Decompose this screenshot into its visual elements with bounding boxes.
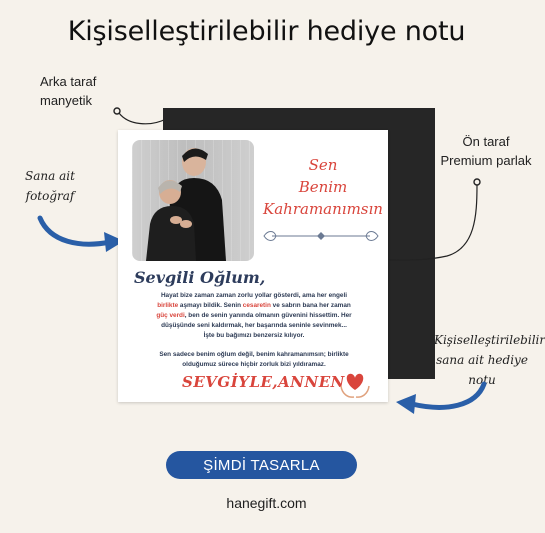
- callout-back-side-connector: [110, 105, 170, 130]
- arrow-right-icon: [36, 212, 128, 254]
- message-text: ve sabrın bana her zaman: [270, 302, 351, 309]
- arrow-left-icon: [392, 380, 490, 420]
- message-line: düşüşünde seni kaldırmak, her başarında seninle sevinmek...: [161, 322, 347, 329]
- page-title: Kişiselleştirilebilir hediye notu: [67, 16, 466, 47]
- message-line: Hayat bize zaman zaman zorlu yollar gösterdi, ama her engeli: [160, 292, 348, 299]
- card-greeting: Sevgili Oğlum,: [134, 268, 266, 287]
- message-text: Sen sadece benim oğlum değil, benim: [159, 351, 277, 358]
- message-text: ; birlikte: [323, 351, 349, 358]
- gift-note-card: [118, 130, 388, 402]
- card-heading: [258, 154, 388, 220]
- message-highlight: cesaretin: [242, 302, 271, 309]
- card-message-closing: [136, 350, 372, 370]
- design-now-button[interactable]: ŞİMDİ TASARLA: [166, 451, 357, 479]
- callout-personal-note: Kişiselleştirilebilir sana ait hediye notu: [434, 333, 545, 387]
- card-photo: [132, 140, 254, 261]
- card-signature: SEVGİYLE,ANNEN: [182, 373, 345, 391]
- card-heading-line3: Kahramanımsın: [263, 200, 383, 218]
- website-link[interactable]: hanegift.com: [226, 495, 307, 511]
- message-highlight: kahramanımsın: [276, 351, 324, 358]
- message-line: [136, 350, 372, 360]
- message-highlight: güç verdi: [156, 312, 185, 319]
- callout-back-side: Arka taraf manyetik: [40, 74, 97, 108]
- callout-photo: Sana ait fotoğraf: [25, 169, 75, 203]
- card-message: [136, 291, 372, 341]
- card-heading-line2: Benim: [298, 178, 348, 196]
- ornament-divider-icon: [262, 229, 380, 243]
- message-line: İşte bu bağımızı benzersiz kılıyor.: [203, 332, 305, 339]
- callout-front-side-connector: [385, 176, 495, 266]
- message-highlight: birlikte: [157, 302, 179, 309]
- message-line: olduğumuz sürece hiçbir zorluk bizi yıldıramaz.: [182, 361, 326, 368]
- message-line: [136, 311, 372, 321]
- card-heading-line1: Sen: [308, 156, 338, 174]
- heart-hands-icon: [338, 370, 372, 400]
- message-text: aşmayı bildik. Senin: [178, 302, 243, 309]
- message-line: [136, 301, 372, 311]
- message-text: , ben de senin yanında olmanın güvenini hissettim. Her: [184, 312, 352, 319]
- callout-front-side: Ön taraf Premium parlak: [440, 134, 532, 168]
